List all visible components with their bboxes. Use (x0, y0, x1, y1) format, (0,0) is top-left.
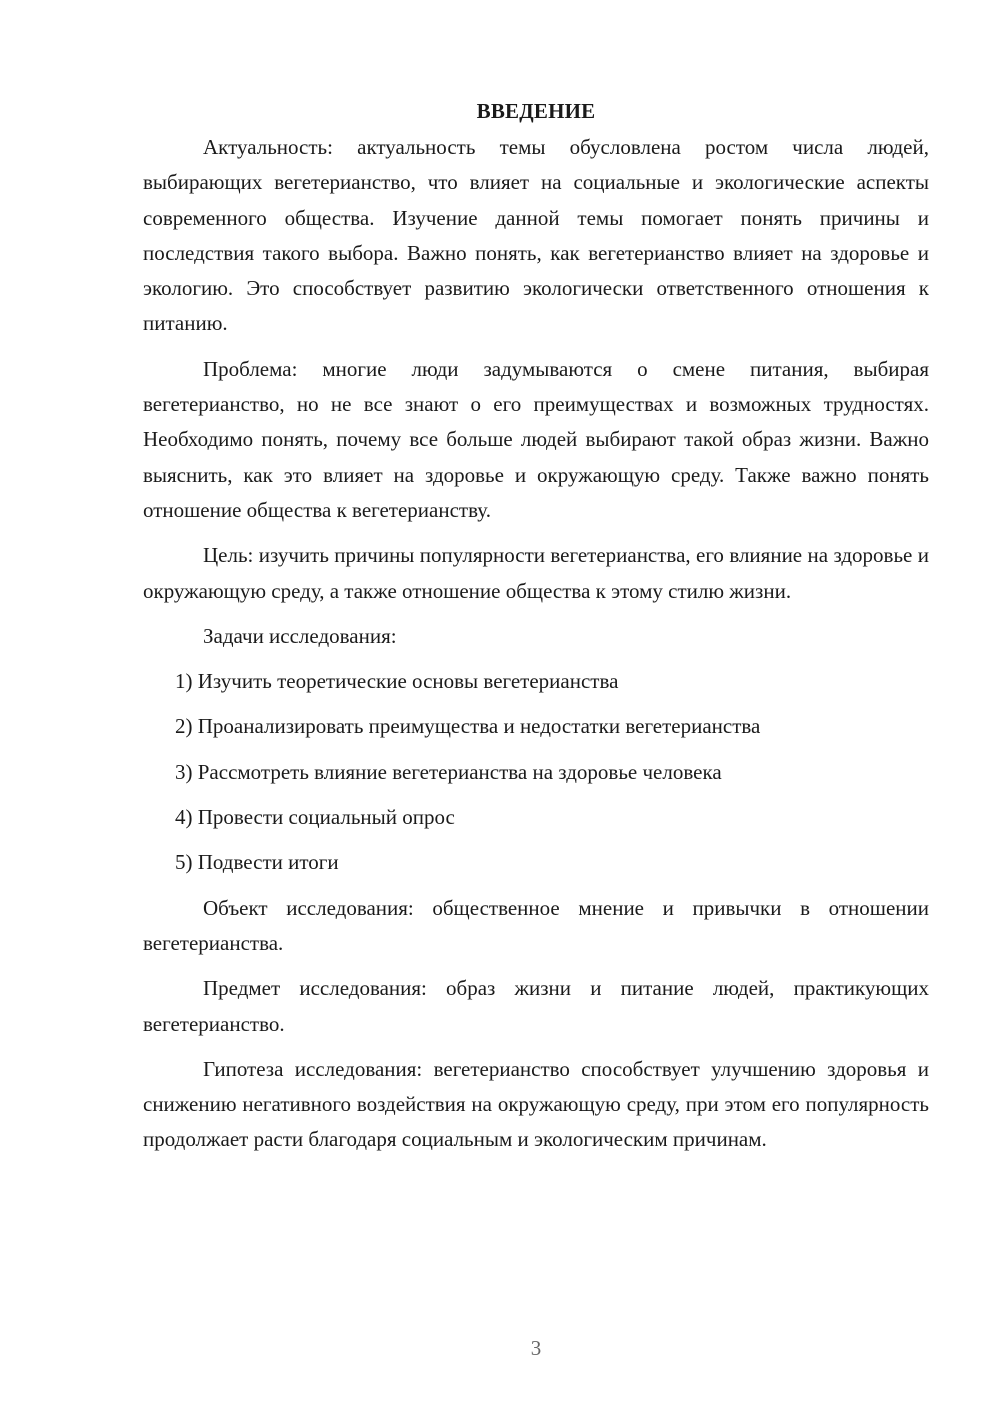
list-item: 2) Проанализировать преимущества и недостатки вегетерианства (175, 714, 761, 739)
page-number: 3 (530, 1336, 542, 1360)
document-page (143, 96, 929, 1168)
list-item: 1) Изучить теоретические основы вегетерианства (175, 669, 619, 694)
relevance-paragraph: Актуальность: актуальность темы обусловлена ростом числа людей, выбирающих вегетерианство, что влияет на социальные и экологические аспекты современного общества. Изучение данной темы помогает понять причины и последствия такого выбора. Важно понять, как вегетерианство влияет на здоровье и экологию. Это способствует развитию экологически ответственного отношения к питанию. (143, 135, 929, 336)
list-item: 5) Подвести итоги (175, 850, 339, 875)
list-item: 3) Рассмотреть влияние вегетерианства на здоровье человека (175, 759, 722, 784)
tasks-list (143, 664, 929, 880)
list-item: 4) Провести социальный опрос (175, 805, 455, 830)
problem-paragraph: Проблема: многие люди задумываются о смене питания, выбирая вегетерианство, но не все знают о его преимуществах и возможных трудностях. Необходимо понять, почему все больше людей выбирают такой образ жизни. Важно выяснить, как это влияет на здоровье и окружающую среду. Также важно понять отношение общества к вегетерианству. (143, 356, 929, 522)
object-paragraph: Объект исследования: общественное мнение и привычки в отношении вегетерианства. (143, 895, 929, 955)
tasks-heading: Задачи исследования: (203, 623, 397, 648)
section-title: ВВЕДЕНИЕ (476, 99, 596, 123)
subject-paragraph: Предмет исследования: образ жизни и питание людей, практикующих вегетерианство. (143, 976, 929, 1036)
hypothesis-paragraph: Гипотеза исследования: вегетерианство способствует улучшению здоровья и снижению негативного воздействия на окружающую среду, при этом его популярность продолжает расти благодаря социальным и экологическим причинам. (143, 1056, 929, 1152)
goal-paragraph: Цель: изучить причины популярности вегетерианства, его влияние на здоровье и окружающую среду, а также отношение общества к этому стилю жизни. (143, 543, 929, 603)
